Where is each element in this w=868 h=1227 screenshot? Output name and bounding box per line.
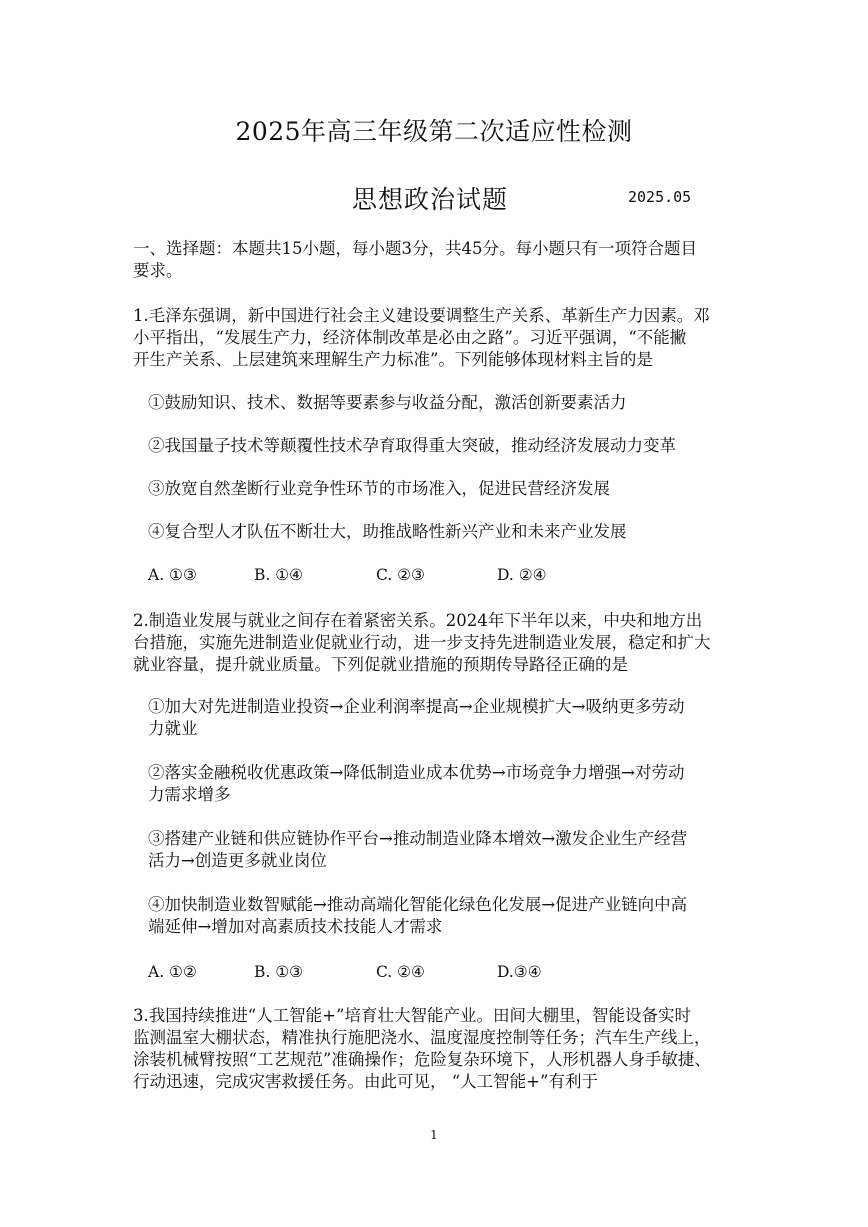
question-2-option-3 bbox=[148, 828, 743, 872]
question-2-option-2 bbox=[148, 762, 743, 806]
question-1-option-1: ①鼓励知识、技术、数据等要素参与收益分配，激活创新要素活力 bbox=[148, 393, 627, 412]
choice-d: D. ②④ bbox=[497, 566, 547, 584]
section-heading-line: 一、选择题：本题共15小题，每小题3分，共45分。每小题只有一项符合题目 bbox=[133, 239, 697, 258]
section-heading-line: 要求。 bbox=[133, 261, 183, 280]
question-1-option-3: ③放宽自然垄断行业竞争性环节的市场准入，促进民营经济发展 bbox=[148, 479, 610, 498]
exam-date: 2025.05 bbox=[628, 188, 692, 206]
question-1-stem bbox=[133, 305, 743, 371]
choice-b: B. ①③ bbox=[254, 963, 304, 981]
stem-line: 开生产关系、上层建筑来理解生产力标准”。下列能够体现材料主旨的是 bbox=[133, 350, 653, 369]
exam-title: 2025年高三年级第二次适应性检测 bbox=[235, 117, 633, 146]
option-line: ①加大对先进制造业投资→企业利润率提高→企业规模扩大→吸纳更多劳动 bbox=[148, 697, 685, 716]
question-2-option-1 bbox=[148, 696, 743, 740]
section-heading bbox=[133, 238, 743, 282]
stem-line: 1.毛泽东强调，新中国进行社会主义建设要调整生产关系、革新生产力因素。邓 bbox=[133, 306, 710, 325]
option-line: 端延伸→增加对高素质技术技能人才需求 bbox=[148, 917, 443, 936]
stem-line: 就业容量，提升就业质量。下列促就业措施的预期传导路径正确的是 bbox=[133, 655, 628, 674]
question-3-stem bbox=[133, 1005, 743, 1093]
choice-c: C. ②③ bbox=[376, 566, 425, 584]
choice-c: C. ②④ bbox=[376, 963, 425, 981]
choice-b: B. ①④ bbox=[254, 566, 304, 584]
option-line: 力需求增多 bbox=[148, 785, 231, 804]
choice-a: A. ①③ bbox=[148, 566, 197, 584]
stem-line: 3.我国持续推进“人工智能+”培育壮大智能产业。田间大棚里，智能设备实时 bbox=[133, 1006, 691, 1025]
stem-line: 监测温室大棚状态，精准执行施肥浇水、温度湿度控制等任务；汽车生产线上， bbox=[133, 1028, 711, 1047]
stem-line: 涂装机械臂按照“工艺规范”准确操作；危险复杂环境下，人形机器人身手敏捷、 bbox=[133, 1050, 711, 1069]
choice-a: A. ①② bbox=[148, 963, 197, 981]
question-1-option-4: ④复合型人才队伍不断壮大，助推战略性新兴产业和未来产业发展 bbox=[148, 522, 627, 541]
question-2-stem bbox=[133, 610, 743, 676]
option-line: 活力→创造更多就业岗位 bbox=[148, 851, 327, 870]
page-number: 1 bbox=[430, 1128, 438, 1142]
stem-line: 小平指出，“发展生产力，经济体制改革是必由之路”。习近平强调，“不能撇 bbox=[133, 328, 687, 347]
question-2-option-4 bbox=[148, 894, 743, 938]
option-line: ②落实金融税收优惠政策→降低制造业成本优势→市场竞争力增强→对劳动 bbox=[148, 763, 685, 782]
exam-subtitle: 思想政治试题 bbox=[352, 185, 509, 214]
stem-line: 2.制造业发展与就业之间存在着紧密关系。2024年下半年以来，中央和地方出 bbox=[133, 611, 703, 630]
question-1-option-2: ②我国量子技术等颠覆性技术孕育取得重大突破，推动经济发展动力变革 bbox=[148, 436, 676, 455]
option-line: 力就业 bbox=[148, 719, 198, 738]
stem-line: 台措施，实施先进制造业促就业行动，进一步支持先进制造业发展，稳定和扩大 bbox=[133, 633, 711, 652]
option-line: ④加快制造业数智赋能→推动高端化智能化绿色化发展→促进产业链向中高 bbox=[148, 895, 688, 914]
stem-line: 行动迅速，完成灾害救援任务。由此可见， “人工智能+”有利于 bbox=[133, 1072, 598, 1091]
choice-d: D.③④ bbox=[497, 963, 542, 981]
option-line: ③搭建产业链和供应链协作平台→推动制造业降本增效→激发企业生产经营 bbox=[148, 829, 688, 848]
